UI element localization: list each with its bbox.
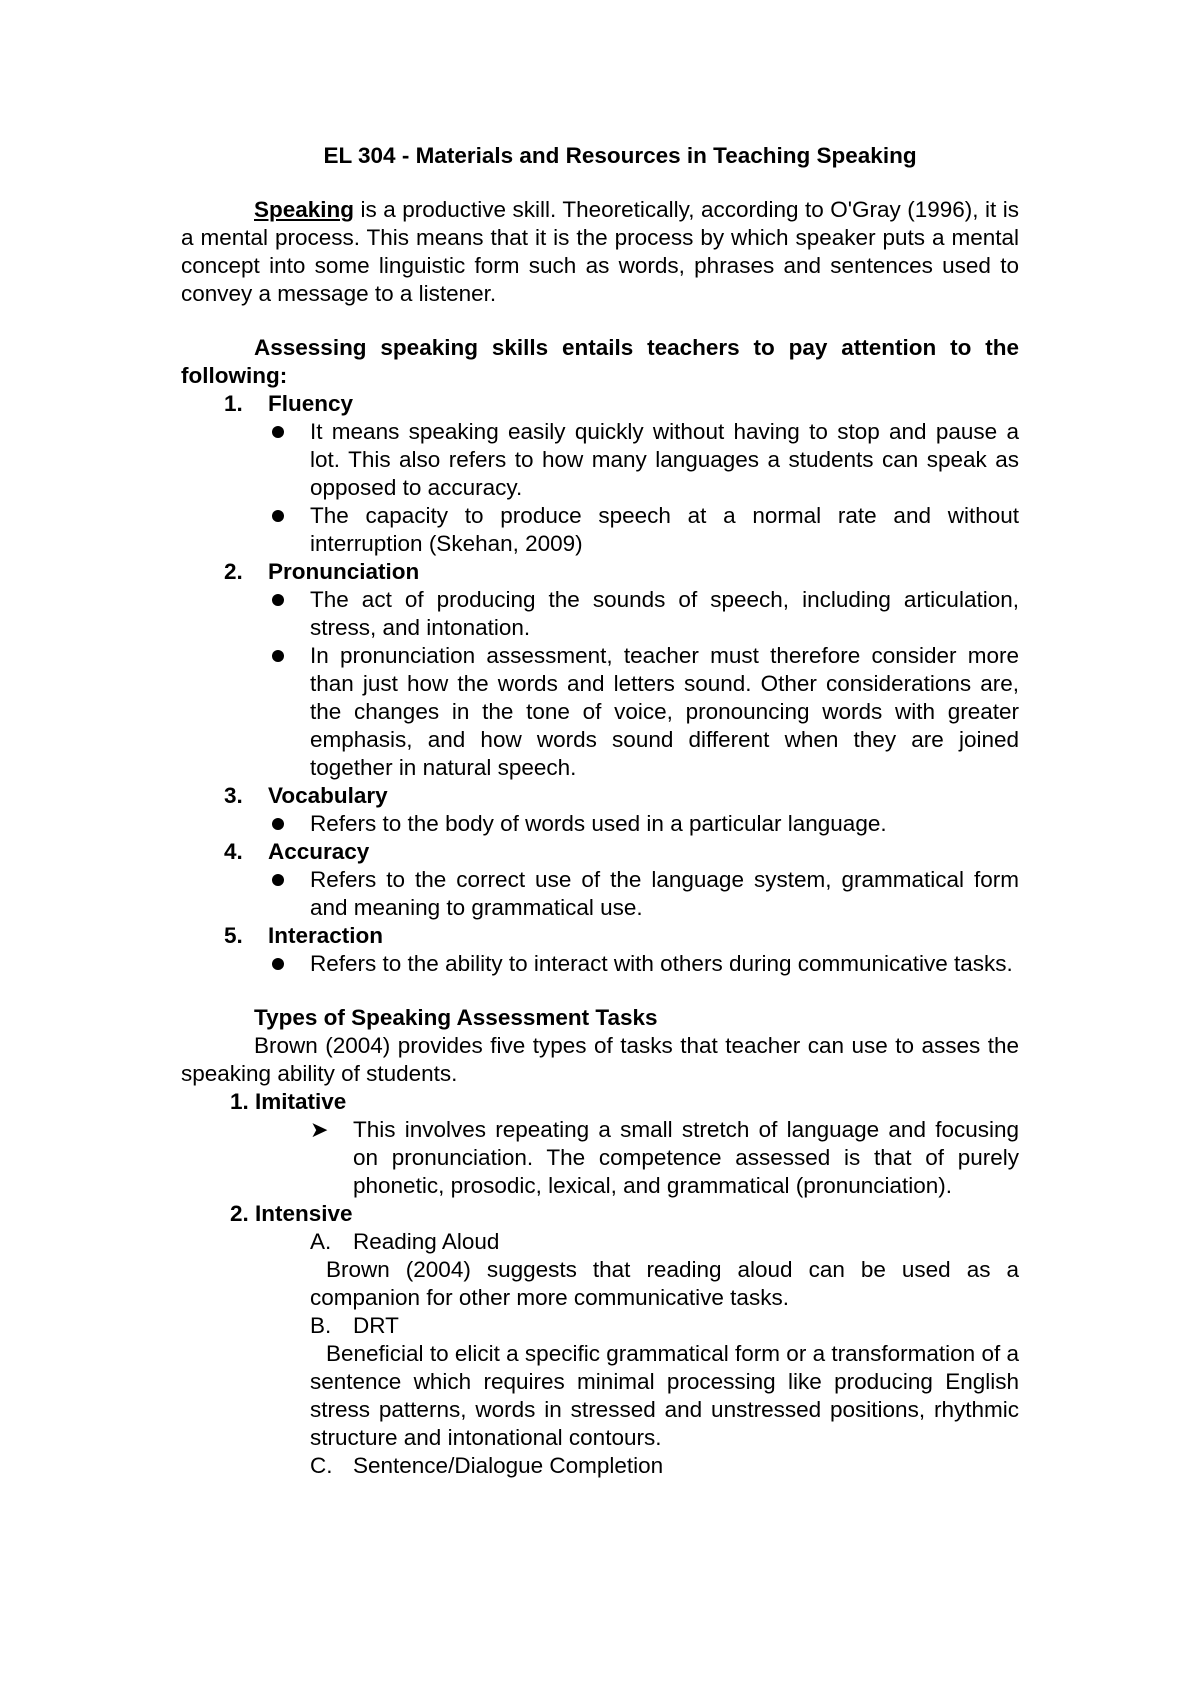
subtask-letter: A. — [310, 1229, 332, 1254]
criterion-vocabulary — [181, 782, 1019, 810]
criterion-pronunciation — [181, 558, 1019, 586]
criterion-number: 1. — [224, 391, 243, 416]
criterion-number: 5. — [224, 923, 243, 948]
list-item — [181, 586, 1019, 642]
subtask-label: Sentence/Dialogue Completion — [353, 1453, 664, 1478]
intro-keyword: Speaking — [254, 197, 355, 222]
bullet-text: The act of producing the sounds of speech, including articulation, stress, and intonation. — [310, 587, 1019, 640]
bullet-text: The capacity to produce speech at a normal rate and without interruption (Skehan, 2009) — [310, 503, 1019, 556]
criterion-interaction — [181, 922, 1019, 950]
list-item — [181, 418, 1019, 502]
list-item — [181, 950, 1019, 978]
bullet-icon — [272, 958, 284, 970]
subtask-reading-aloud — [181, 1228, 1019, 1256]
criterion-fluency — [181, 390, 1019, 418]
subtask-body: Beneficial to elicit a specific grammatical form or a transformation of a sentence which requires minimal processing like producing English stress patterns, words in stressed and unstressed positions, rhythmic structure and intonational contours. — [310, 1341, 1019, 1450]
list-item — [181, 502, 1019, 558]
subtask-letter: B. — [310, 1313, 332, 1338]
list-item — [181, 866, 1019, 922]
bullet-text: Refers to the correct use of the language system, grammatical form and meaning to grammatical use. — [310, 867, 1019, 920]
criterion-number: 2. — [224, 559, 243, 584]
tasks-heading: Types of Speaking Assessment Tasks — [254, 1005, 658, 1030]
assessing-heading: Assessing speaking skills entails teachers to pay attention to the following: — [181, 335, 1019, 388]
list-item — [181, 810, 1019, 838]
subtask-letter: C. — [310, 1453, 333, 1478]
document-title: EL 304 - Materials and Resources in Teaching Speaking — [323, 143, 917, 168]
criterion-label: Interaction — [268, 923, 384, 948]
subtask-drt — [181, 1312, 1019, 1340]
bullet-text: Refers to the body of words used in a particular language. — [310, 811, 887, 836]
bullet-icon — [272, 510, 284, 522]
bullet-icon — [272, 818, 284, 830]
arrow-text: This involves repeating a small stretch of language and focusing on pronunciation. The competence assessed is that of purely phonetic, prosodic, lexical, and grammatical (pronunciation). — [353, 1117, 1019, 1198]
criterion-label: Fluency — [268, 391, 354, 416]
subtask-label: Reading Aloud — [353, 1229, 500, 1254]
intro-text: is a productive skill. Theoretically, according to O'Gray (1996), it is a mental process. This means that it is the process by which speaker puts a mental concept into some linguistic form such as words, phrases and sentences used to convey a message to a listener. — [181, 197, 1019, 306]
document-page — [181, 142, 1019, 1480]
intro-paragraph — [181, 196, 1019, 308]
arrow-bullet-icon: ➤ — [310, 1117, 329, 1142]
criterion-number: 4. — [224, 839, 243, 864]
bullet-icon — [272, 594, 284, 606]
list-item — [181, 1116, 1019, 1200]
criterion-label: Pronunciation — [268, 559, 420, 584]
bullet-icon — [272, 874, 284, 886]
task-intensive-label: 2. Intensive — [230, 1201, 353, 1226]
bullet-text: It means speaking easily quickly without having to stop and pause a lot. This also refers to how many languages a students can speak as opposed to accuracy. — [310, 419, 1019, 500]
subtask-sentence-completion — [181, 1452, 1019, 1480]
criterion-number: 3. — [224, 783, 243, 808]
bullet-icon — [272, 650, 284, 662]
list-item — [181, 642, 1019, 782]
bullet-icon — [272, 426, 284, 438]
bullet-text: In pronunciation assessment, teacher must therefore consider more than just how the words and letters sound. Other considerations are, the changes in the tone of voice, pronouncing words with greater emphasis, and how words sound different when they are joined together in natural speech. — [310, 643, 1019, 780]
criterion-accuracy — [181, 838, 1019, 866]
criterion-label: Accuracy — [268, 839, 370, 864]
tasks-intro: Brown (2004) provides five types of tasks that teacher can use to asses the speaking ability of students. — [181, 1033, 1019, 1086]
bullet-text: Refers to the ability to interact with others during communicative tasks. — [310, 951, 1013, 976]
subtask-label: DRT — [353, 1313, 399, 1338]
subtask-body: Brown (2004) suggests that reading aloud can be used as a companion for other more communicative tasks. — [310, 1257, 1019, 1310]
criterion-label: Vocabulary — [268, 783, 388, 808]
task-imitative-label: 1. Imitative — [230, 1089, 347, 1114]
